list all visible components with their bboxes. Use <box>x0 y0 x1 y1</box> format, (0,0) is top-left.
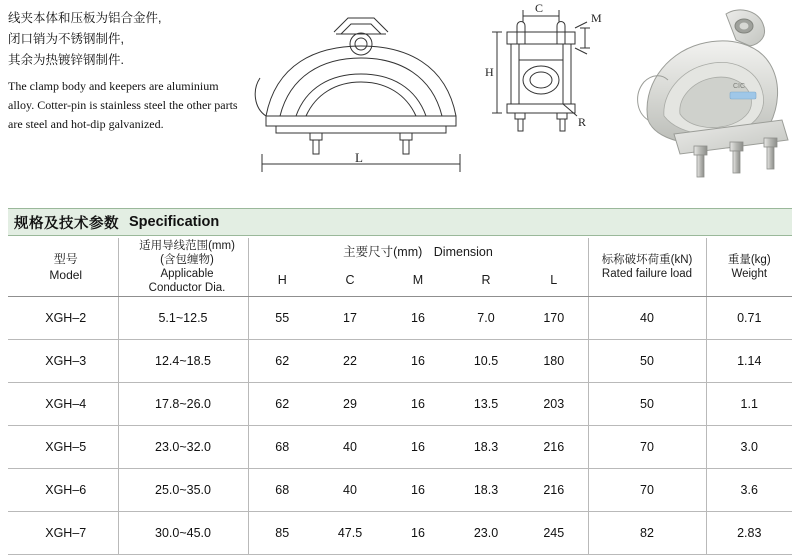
front-view-dim-L: L <box>355 150 363 165</box>
header-dim-m: M <box>384 265 452 297</box>
description-cn-line-3: 其余为热镀锌钢制件. <box>8 53 124 67</box>
cell-h: 68 <box>248 426 316 469</box>
header-model-en: Model <box>49 268 83 282</box>
header-weight-en: Weight <box>731 268 768 280</box>
header-dim-c: C <box>316 265 384 297</box>
cell-load: 50 <box>588 340 706 383</box>
header-model <box>8 238 118 297</box>
cell-load: 50 <box>588 383 706 426</box>
specification-table <box>8 238 792 555</box>
front-view-drawing <box>236 4 486 179</box>
cell-conductor: 23.0~32.0 <box>118 426 248 469</box>
cell-load: 70 <box>588 469 706 512</box>
header-dim-h: H <box>248 265 316 297</box>
cell-conductor: 5.1~12.5 <box>118 297 248 340</box>
cell-r: 23.0 <box>452 512 520 555</box>
table-row <box>8 512 792 555</box>
product-photo <box>618 0 800 190</box>
cell-model: XGH–5 <box>8 426 118 469</box>
cell-r: 18.3 <box>452 469 520 512</box>
cell-m: 16 <box>384 340 452 383</box>
header-conductor-en1: Applicable <box>160 268 214 280</box>
cell-h: 68 <box>248 469 316 512</box>
cell-l: 216 <box>520 469 588 512</box>
cell-weight: 0.71 <box>706 297 792 340</box>
table-row <box>8 426 792 469</box>
cell-m: 16 <box>384 512 452 555</box>
header-weight <box>706 238 792 297</box>
header-model-cn: 型号 <box>53 252 78 266</box>
cell-weight: 1.1 <box>706 383 792 426</box>
cell-l: 170 <box>520 297 588 340</box>
cell-load: 70 <box>588 426 706 469</box>
cell-model: XGH–4 <box>8 383 118 426</box>
cell-m: 16 <box>384 426 452 469</box>
cell-weight: 3.6 <box>706 469 792 512</box>
cell-model: XGH–3 <box>8 340 118 383</box>
cell-r: 18.3 <box>452 426 520 469</box>
header-dim-l: L <box>520 265 588 297</box>
table-body <box>8 297 792 555</box>
cell-c: 47.5 <box>316 512 384 555</box>
cell-h: 85 <box>248 512 316 555</box>
side-view-dim-R: R <box>578 115 587 129</box>
cell-m: 16 <box>384 383 452 426</box>
cell-c: 40 <box>316 469 384 512</box>
header-dim-r: R <box>452 265 520 297</box>
table-row <box>8 383 792 426</box>
cell-h: 55 <box>248 297 316 340</box>
side-view-dim-H: H <box>485 65 494 79</box>
cell-conductor: 12.4~18.5 <box>118 340 248 383</box>
cell-model: XGH–2 <box>8 297 118 340</box>
product-overview-area <box>0 0 800 200</box>
cell-m: 16 <box>384 297 452 340</box>
cell-conductor: 25.0~35.0 <box>118 469 248 512</box>
cell-r: 7.0 <box>452 297 520 340</box>
cell-load: 40 <box>588 297 706 340</box>
cell-weight: 1.14 <box>706 340 792 383</box>
cell-model: XGH–7 <box>8 512 118 555</box>
description-cn-line-1: 线夹本体和压板为铝合金件, <box>8 11 162 25</box>
cell-c: 22 <box>316 340 384 383</box>
cell-m: 16 <box>384 469 452 512</box>
cell-l: 216 <box>520 426 588 469</box>
header-load-en: Rated failure load <box>601 268 693 280</box>
cell-h: 62 <box>248 383 316 426</box>
cell-l: 203 <box>520 383 588 426</box>
cell-h: 62 <box>248 340 316 383</box>
side-view-dim-C: C <box>535 1 544 15</box>
header-weight-cn: 重量(kg) <box>727 254 771 266</box>
technical-drawings <box>236 0 800 200</box>
header-conductor-cn1: 适用导线范围(mm) <box>139 240 235 252</box>
description-cn-line-2: 闭口销为不锈钢制件, <box>8 32 124 46</box>
header-load-cn: 标称破坏荷重(kN) <box>601 254 693 266</box>
cell-conductor: 17.8~26.0 <box>118 383 248 426</box>
cell-r: 10.5 <box>452 340 520 383</box>
cell-weight: 2.83 <box>706 512 792 555</box>
table-row <box>8 297 792 340</box>
header-dimension-en: Dimension <box>433 245 493 260</box>
header-dimension <box>248 238 588 265</box>
spec-title-cn: 规格及技术参数 <box>14 215 119 232</box>
header-conductor-cn2: (含包缠物) <box>160 254 214 266</box>
header-conductor <box>118 238 248 297</box>
side-view-drawing <box>481 0 616 175</box>
cell-c: 17 <box>316 297 384 340</box>
header-dimension-cn: 主要尺寸(mm) <box>343 245 423 260</box>
table-row <box>8 469 792 512</box>
table-row <box>8 340 792 383</box>
table-header-row <box>8 238 792 265</box>
svg-text:CIC: CIC <box>733 83 746 90</box>
cell-load: 82 <box>588 512 706 555</box>
header-failure-load <box>588 238 706 297</box>
cell-l: 245 <box>520 512 588 555</box>
description-en: The clamp body and keepers are aluminium alloy. Cotter-pin is stainless steel the other parts are steel and hot-dip galvanized. <box>8 79 238 131</box>
cell-r: 13.5 <box>452 383 520 426</box>
side-view-dim-M: M <box>591 11 602 25</box>
cell-c: 29 <box>316 383 384 426</box>
product-description <box>8 8 238 134</box>
cell-l: 180 <box>520 340 588 383</box>
cell-conductor: 30.0~45.0 <box>118 512 248 555</box>
spec-title-en: Specification <box>129 214 220 230</box>
specification-header-bar <box>8 208 792 236</box>
cell-model: XGH–6 <box>8 469 118 512</box>
cell-weight: 3.0 <box>706 426 792 469</box>
header-conductor-en2: Conductor Dia. <box>148 282 226 294</box>
cell-c: 40 <box>316 426 384 469</box>
